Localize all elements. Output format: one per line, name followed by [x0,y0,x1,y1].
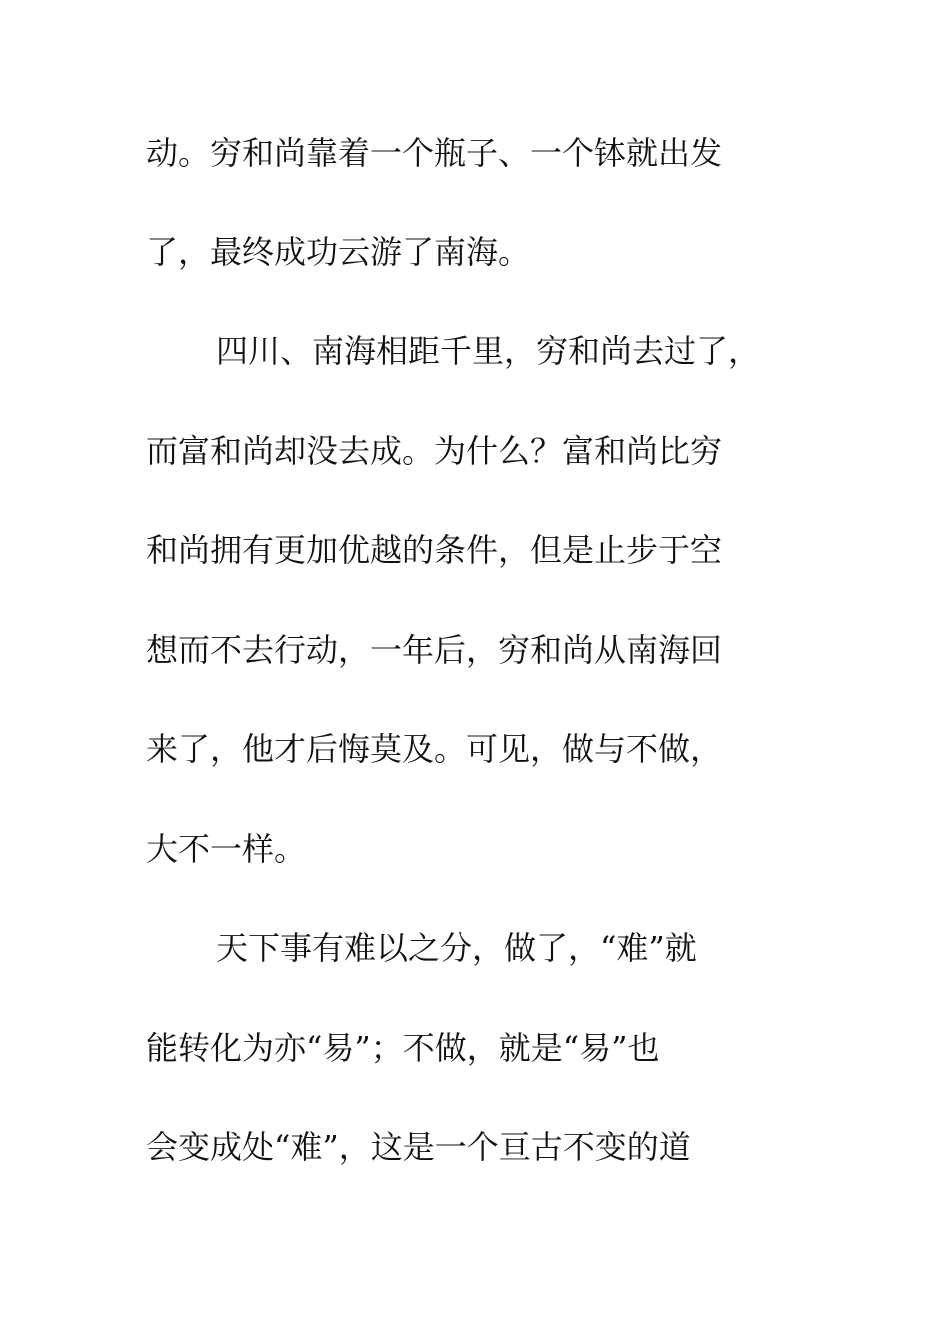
text-line-7: 来了，他才后悔莫及。可见，做与不做， [146,730,723,768]
text-line-8: 大不一样。 [146,830,307,868]
text-line-6: 想而不去行动，一年后，穷和尚从南海回 [146,631,723,669]
text-line-4: 而富和尚却没去成。为什么？富和尚比穷 [146,432,723,470]
text-line-1: 动。穷和尚靠着一个瓶子、一个钵就出发 [146,134,723,172]
text-line-10: 能转化为亦“易”；不做，就是“易”也 [146,1029,660,1067]
text-line-9: 天下事有难以之分，做了，“难”就 [216,929,697,967]
text-line-2: 了，最终成功云游了南海。 [146,233,531,271]
text-line-11: 会变成处“难”，这是一个亘古不变的道 [146,1128,691,1166]
text-line-5: 和尚拥有更加优越的条件，但是止步于空 [146,531,723,569]
text-line-3: 四川、南海相距千里，穷和尚去过了， [216,332,761,370]
